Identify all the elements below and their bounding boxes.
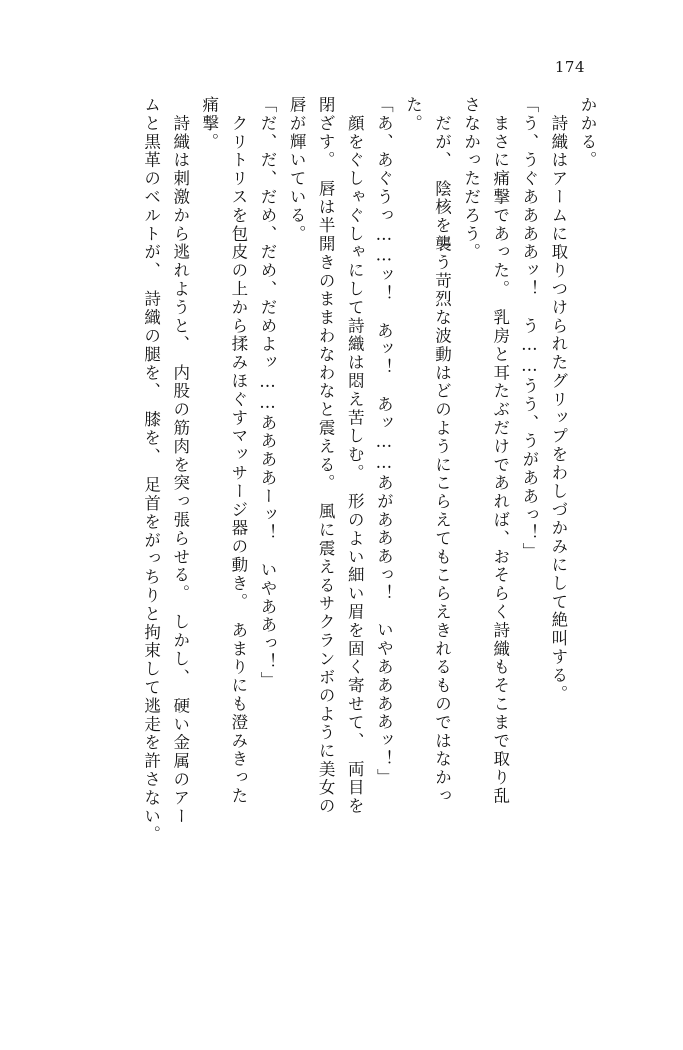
text-column: 閉ざす。 唇は半開きのままわなわなと震える。 風に震えるサクランボのように美女の	[316, 96, 336, 816]
text-column: 「う、うぐああああッ！ う……うう、うがああっ！」	[519, 96, 539, 561]
text-column: ムと黒革のベルトが、 詩織の腿を、 膝を、 足首をがっちりと拘束して逃走を許さない。	[141, 96, 161, 845]
text-column: 詩織はアームに取りつけられたグリップをわしづかみにして絶叫する。	[548, 96, 568, 704]
text-column: 詩織は刺激から逃れようと、 内股の筋肉を突っ張らせる。 しかし、 硬い金属のアー	[170, 96, 190, 826]
text-column: だが、 陰核を襲う苛烈な波動はどのようにこらえてもこらえきれるものではなかっ	[432, 96, 452, 806]
text-column: 痛撃。	[199, 96, 219, 152]
text-column: さなかっただろう。	[461, 96, 481, 262]
text-column: 「あ、あぐうっ……ッ！ あッ！ あッ……あがあああっ！ いやああああッ！」	[374, 96, 394, 787]
text-column: 顔をぐしゃぐしゃにして詩織は悶え苦しむ。 形のよい細い眉を固く寄せて、 両目を	[345, 96, 365, 816]
text-column: 唇が輝いている。	[287, 96, 307, 244]
text-column: かかる。	[578, 96, 597, 170]
text-column: クリトリスを包皮の上から揉みほぐすマッサージ器の動き。 あまりにも澄みきった	[228, 96, 248, 806]
text-column: まさに痛撃であった。 乳房と耳たぶだけであれば、おそらく詩織もそこまで取り乱	[490, 96, 510, 806]
text-column: た。	[403, 96, 423, 133]
vertical-text-block	[142, 96, 595, 966]
page-number: 174	[554, 58, 585, 76]
text-column: 「だ、だ、だめ、だめ、だめよッ……ああああーッ！ いやああっ！」	[257, 96, 277, 690]
